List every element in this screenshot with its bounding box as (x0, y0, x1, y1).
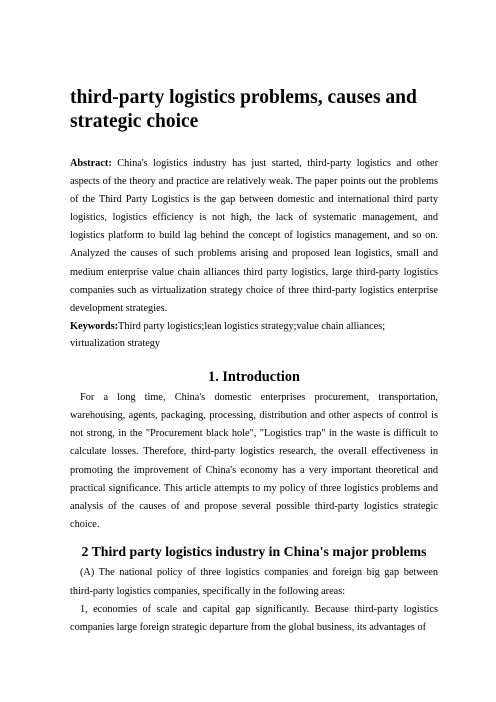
keywords-paragraph (70, 318, 438, 353)
paper-title: third-party logistics problems, causes and strategic choice (70, 87, 417, 132)
problems-paragraph-2: 1, economies of scale and capital gap significantly. Because third-party logistics companies large foreign strategic departure from the global business, its advantages of (70, 603, 438, 634)
problems-paragraph-1: (A) The national policy of three logistics companies and foreign big gap between third-party logistics companies, specifically in the following areas: (70, 567, 438, 597)
keywords-text: Third party logistics;lean logistics strategy;value chain alliances; virtualization strategy (70, 320, 386, 350)
abstract-paragraph (70, 155, 438, 318)
abstract-label: Abstract: (70, 158, 112, 169)
section-heading-problems: 2 Third party logistics industry in China's major problems (81, 544, 427, 560)
section-heading-introduction: 1. Introduction (208, 368, 300, 385)
abstract-text: China's logistics industry has just started, third-party logistics and other aspects of the theory and practice are relatively weak. The paper points out the problems of the Third Party Logistics is the gap between domestic and international third party logistics, logistics efficiency is not high, the lack of systematic management, and logistics platform to build lag behind the concept of logistics management, and so on. Analyzed the causes of such problems arising and proposed lean logistics, small and medium enterprise value chain alliances third party logistics, large third-party logistics companies such as virtualization strategy choice of three third-party logistics enterprise development strategies. (70, 158, 439, 314)
introduction-paragraph: For a long time, China's domestic enterprises procurement, transportation, warehousing, agents, packaging, processing, distribution and other aspects of control is not strong, in the "Procurement black hole", "Logistics trap" in the waste is difficult to calculate losses. Therefore, third-party logistics research, the overall effectiveness in promoting the improvement of China's economy has a very important theoretical and practical significance. This article attempts to my policy of three logistics problems and analysis of the causes of and propose several possible third-party logistics strategic choice. (70, 391, 438, 531)
keywords-label: Keywords: (70, 320, 119, 332)
